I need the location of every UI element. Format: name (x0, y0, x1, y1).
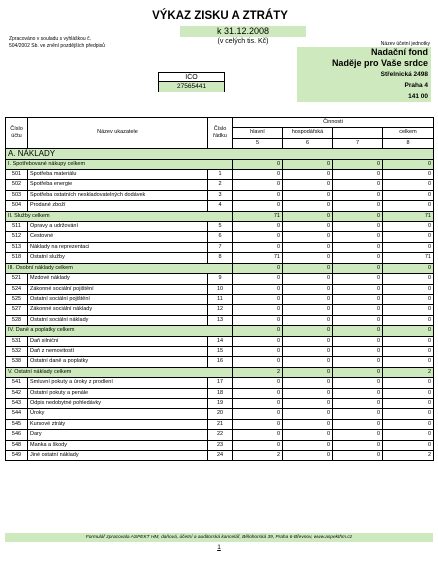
cell-value: 0 (283, 232, 333, 242)
table-row (6, 346, 434, 356)
account-number: 512 (6, 232, 28, 242)
cell-value: 0 (233, 222, 283, 232)
row-number: 10 (208, 284, 233, 294)
account-number: 541 (6, 378, 28, 388)
cell-value: 0 (383, 201, 434, 211)
row-number: 20 (208, 409, 233, 419)
account-number: 531 (6, 336, 28, 346)
cell-value: 0 (283, 378, 333, 388)
cell-value: 0 (333, 315, 383, 325)
group-total-value: 0 (383, 159, 434, 169)
ico-value: 27565441 (159, 82, 224, 92)
table-row (6, 294, 434, 304)
row-number: 4 (208, 201, 233, 211)
row-number: 15 (208, 346, 233, 356)
row-number: 12 (208, 305, 233, 315)
indicator-name: Manka a škody (28, 440, 208, 450)
cell-value: 0 (283, 170, 333, 180)
group-total-row (6, 263, 434, 273)
cell-value: 0 (283, 357, 333, 367)
header-activities: Činnosti (233, 118, 434, 128)
row-number: 6 (208, 232, 233, 242)
table-row (6, 388, 434, 398)
cell-value: 0 (383, 336, 434, 346)
account-number: 545 (6, 419, 28, 429)
cell-value: 0 (283, 294, 333, 304)
row-number: 2 (208, 180, 233, 190)
group-total-value: 0 (283, 263, 333, 273)
cell-value: 0 (333, 346, 383, 356)
group-total-row (6, 367, 434, 377)
table-row (6, 222, 434, 232)
cell-value: 0 (333, 284, 383, 294)
row-number: 24 (208, 451, 233, 461)
cell-value: 0 (383, 274, 434, 284)
cell-value: 0 (283, 440, 333, 450)
indicator-name: Spotřeba materiálu (28, 170, 208, 180)
group-total-value: 0 (383, 263, 434, 273)
indicator-name: Úroky (28, 409, 208, 419)
group-total-value: 0 (383, 326, 434, 336)
header-col-6: 6 (283, 138, 333, 148)
indicator-name: Ostatní sociální pojištění (28, 294, 208, 304)
group-total-value: 0 (333, 263, 383, 273)
group-total-value: 0 (233, 326, 283, 336)
account-number: 544 (6, 409, 28, 419)
cell-value: 0 (333, 253, 383, 263)
cell-value: 0 (383, 284, 434, 294)
indicator-name: Prodané zboží (28, 201, 208, 211)
group-title: II. Služby celkem (6, 211, 233, 221)
report-unit: (v celých tis. Kč) (217, 38, 269, 45)
group-total-value: 0 (333, 367, 383, 377)
cell-value: 0 (283, 242, 333, 252)
header-blank (333, 128, 383, 138)
cell-value: 0 (233, 170, 283, 180)
cell-value: 0 (383, 294, 434, 304)
cell-value: 0 (283, 419, 333, 429)
indicator-name: Cestovné (28, 232, 208, 242)
organization-name-2: Naděje pro Vaše srdce (331, 58, 428, 68)
cell-value: 2 (383, 451, 434, 461)
indicator-name: Spotřeba energie (28, 180, 208, 190)
organization-label: Název účetní jednotky (380, 41, 430, 47)
account-number: 511 (6, 222, 28, 232)
row-number: 8 (208, 253, 233, 263)
indicator-name: Smluvní pokuty a úroky z prodlení (28, 378, 208, 388)
account-number: 501 (6, 170, 28, 180)
group-title: I. Spotřebované nákupy celkem (6, 159, 233, 169)
cell-value: 0 (333, 201, 383, 211)
account-number: 527 (6, 305, 28, 315)
legal-note: Zpracováno v souladu s vyhláškou č. 504/2002 Sb. ve znění pozdějších předpisů (9, 36, 105, 49)
group-total-value: 0 (333, 211, 383, 221)
cell-value: 0 (333, 388, 383, 398)
table-row (6, 315, 434, 325)
account-number: 504 (6, 201, 28, 211)
cell-value: 0 (283, 336, 333, 346)
cell-value: 0 (333, 419, 383, 429)
row-number: 13 (208, 315, 233, 325)
cell-value: 0 (233, 430, 283, 440)
header-main: hlavní (233, 128, 283, 138)
cell-value: 0 (383, 346, 434, 356)
account-number: 525 (6, 294, 28, 304)
cell-value: 0 (383, 180, 434, 190)
indicator-name: Zákonné sociální pojištění (28, 284, 208, 294)
report-title: VÝKAZ ZISKU A ZTRÁTY (152, 10, 288, 22)
organization-box (297, 47, 431, 102)
cell-value: 0 (233, 378, 283, 388)
group-total-value: 0 (283, 159, 333, 169)
cell-value: 0 (333, 242, 383, 252)
cell-value: 0 (383, 388, 434, 398)
cell-value: 0 (383, 378, 434, 388)
cell-value: 0 (283, 388, 333, 398)
cell-value: 0 (383, 315, 434, 325)
row-number: 11 (208, 294, 233, 304)
account-number: 549 (6, 451, 28, 461)
page-number: 1 (217, 544, 221, 551)
table-row (6, 170, 434, 180)
cell-value: 0 (233, 336, 283, 346)
cell-value: 0 (333, 357, 383, 367)
cell-value: 2 (233, 451, 283, 461)
cell-value: 0 (383, 419, 434, 429)
group-total-value: 0 (283, 367, 333, 377)
group-total-value: 0 (283, 326, 333, 336)
group-total-value: 2 (383, 367, 434, 377)
row-number: 19 (208, 398, 233, 408)
cell-value: 0 (383, 398, 434, 408)
account-number: 542 (6, 388, 28, 398)
cell-value: 0 (333, 430, 383, 440)
indicator-name: Spotřeba ostatních neskladovatelných dodávek (28, 190, 208, 200)
section-costs: A. NÁKLADY (6, 149, 434, 159)
cell-value: 0 (233, 419, 283, 429)
cell-value: 0 (283, 222, 333, 232)
row-number: 7 (208, 242, 233, 252)
ico-label: IČO (159, 73, 224, 82)
cell-value: 0 (233, 409, 283, 419)
cell-value: 0 (283, 180, 333, 190)
group-total-row (6, 159, 434, 169)
indicator-name: Odpis nedobytné pohledávky (28, 398, 208, 408)
indicator-name: Kursové ztráty (28, 419, 208, 429)
cell-value: 0 (233, 180, 283, 190)
cell-value: 0 (383, 232, 434, 242)
group-total-value: 0 (233, 263, 283, 273)
cell-value: 0 (283, 451, 333, 461)
cell-value: 0 (283, 409, 333, 419)
group-total-value: 71 (383, 211, 434, 221)
cell-value: 0 (333, 190, 383, 200)
table-row (6, 253, 434, 263)
cell-value: 0 (233, 398, 283, 408)
cell-value: 0 (233, 201, 283, 211)
account-number: 538 (6, 357, 28, 367)
cell-value: 0 (383, 222, 434, 232)
cell-value: 71 (383, 253, 434, 263)
row-number: 23 (208, 440, 233, 450)
row-number: 21 (208, 419, 233, 429)
cell-value: 0 (333, 232, 383, 242)
ico-box (158, 72, 225, 92)
table-row (6, 201, 434, 211)
header-row: Číslo řádku (208, 118, 233, 149)
cell-value: 0 (233, 294, 283, 304)
header-total: celkem (383, 128, 434, 138)
account-number: 503 (6, 190, 28, 200)
cell-value: 0 (383, 170, 434, 180)
cell-value: 0 (333, 336, 383, 346)
cell-value: 0 (283, 430, 333, 440)
row-number: 17 (208, 378, 233, 388)
table-row (6, 274, 434, 284)
group-total-value: 0 (333, 159, 383, 169)
cell-value: 0 (283, 305, 333, 315)
indicator-name: Jiné ostatní náklady (28, 451, 208, 461)
cell-value: 0 (333, 305, 383, 315)
cell-value: 0 (333, 180, 383, 190)
table-row (6, 430, 434, 440)
cell-value: 0 (283, 190, 333, 200)
table-row (6, 284, 434, 294)
cell-value: 0 (283, 315, 333, 325)
group-total-value: 0 (233, 159, 283, 169)
indicator-name: Zákonné sociální náklady (28, 305, 208, 315)
cell-value: 0 (333, 451, 383, 461)
cell-value: 0 (233, 315, 283, 325)
cell-value: 0 (333, 294, 383, 304)
group-title: III. Osobní náklady celkem (6, 263, 233, 273)
table-row (6, 440, 434, 450)
indicator-name: Ostatní služby (28, 253, 208, 263)
table-row (6, 232, 434, 242)
table-row (6, 190, 434, 200)
row-number: 14 (208, 336, 233, 346)
row-number: 3 (208, 190, 233, 200)
cell-value: 0 (383, 430, 434, 440)
cell-value: 0 (283, 274, 333, 284)
account-number: 518 (6, 253, 28, 263)
cell-value: 0 (233, 190, 283, 200)
table-row (6, 419, 434, 429)
table-row (6, 398, 434, 408)
table-row (6, 451, 434, 461)
indicator-name: Daň silniční (28, 336, 208, 346)
account-number: 528 (6, 315, 28, 325)
header-col-8: 8 (383, 138, 434, 148)
row-number: 22 (208, 430, 233, 440)
indicator-name: Opravy a udržování (28, 222, 208, 232)
group-total-value: 71 (233, 211, 283, 221)
header-col-5: 5 (233, 138, 283, 148)
organization-street: Střelnická 2498 (380, 71, 428, 78)
cell-value: 0 (283, 284, 333, 294)
indicator-name: Dary (28, 430, 208, 440)
group-total-value: 0 (283, 211, 333, 221)
row-number: 16 (208, 357, 233, 367)
group-total-value: 2 (233, 367, 283, 377)
account-number: 548 (6, 440, 28, 450)
cell-value: 0 (233, 346, 283, 356)
account-number: 546 (6, 430, 28, 440)
group-total-row (6, 326, 434, 336)
cell-value: 0 (333, 222, 383, 232)
cell-value: 0 (283, 201, 333, 211)
account-number: 513 (6, 242, 28, 252)
indicator-name: Ostatní sociální náklady (28, 315, 208, 325)
cell-value: 0 (383, 357, 434, 367)
table-row (6, 305, 434, 315)
indicator-name: Mzdové náklady (28, 274, 208, 284)
table-row (6, 409, 434, 419)
cell-value: 0 (283, 253, 333, 263)
form-footer: Formulář zpracovala ASPEKT HM, daňová, účetní a auditorská kancelář, Bělohorská 39, Praha 6-Břevnov, www.aspekthm.cz (5, 533, 433, 542)
cell-value: 0 (333, 170, 383, 180)
cell-value: 0 (333, 409, 383, 419)
cell-value: 0 (383, 305, 434, 315)
cell-value: 0 (383, 190, 434, 200)
cell-value: 0 (333, 398, 383, 408)
cell-value: 0 (233, 357, 283, 367)
cell-value: 0 (233, 388, 283, 398)
table-row (6, 242, 434, 252)
cell-value: 0 (333, 440, 383, 450)
account-number: 521 (6, 274, 28, 284)
account-number: 543 (6, 398, 28, 408)
group-total-row (6, 211, 434, 221)
header-col-7: 7 (333, 138, 383, 148)
cell-value: 0 (233, 232, 283, 242)
profit-loss-table (5, 117, 434, 461)
cell-value: 0 (233, 284, 283, 294)
organization-name-1: Nadační fond (370, 47, 428, 57)
cell-value: 0 (383, 440, 434, 450)
indicator-name: Ostatní daně a poplatky (28, 357, 208, 367)
header-account: Číslo účtu (6, 118, 28, 149)
organization-city: Praha 4 (404, 82, 428, 89)
table-row (6, 357, 434, 367)
cell-value: 0 (233, 440, 283, 450)
cell-value: 71 (233, 253, 283, 263)
account-number: 502 (6, 180, 28, 190)
cell-value: 0 (383, 242, 434, 252)
row-number: 18 (208, 388, 233, 398)
group-title: IV. Daně a poplatky celkem (6, 326, 233, 336)
cell-value: 0 (233, 242, 283, 252)
indicator-name: Daň z nemovitostí (28, 346, 208, 356)
row-number: 5 (208, 222, 233, 232)
cell-value: 0 (333, 378, 383, 388)
table-row (6, 378, 434, 388)
account-number: 532 (6, 346, 28, 356)
header-economic: hospodářská (283, 128, 333, 138)
cell-value: 0 (333, 274, 383, 284)
cell-value: 0 (283, 346, 333, 356)
row-number: 1 (208, 170, 233, 180)
indicator-name: Ostatní pokuty a penále (28, 388, 208, 398)
organization-zip: 141 00 (408, 93, 428, 100)
cell-value: 0 (383, 409, 434, 419)
group-title: V. Ostatní náklady celkem (6, 367, 233, 377)
report-date: k 31.12.2008 (180, 26, 306, 37)
table-row (6, 336, 434, 346)
cell-value: 0 (233, 274, 283, 284)
cell-value: 0 (233, 305, 283, 315)
indicator-name: Náklady na reprezentaci (28, 242, 208, 252)
row-number: 9 (208, 274, 233, 284)
table-row (6, 180, 434, 190)
account-number: 524 (6, 284, 28, 294)
cell-value: 0 (283, 398, 333, 408)
header-name: Název ukazatele (28, 118, 208, 149)
group-total-value: 0 (333, 326, 383, 336)
